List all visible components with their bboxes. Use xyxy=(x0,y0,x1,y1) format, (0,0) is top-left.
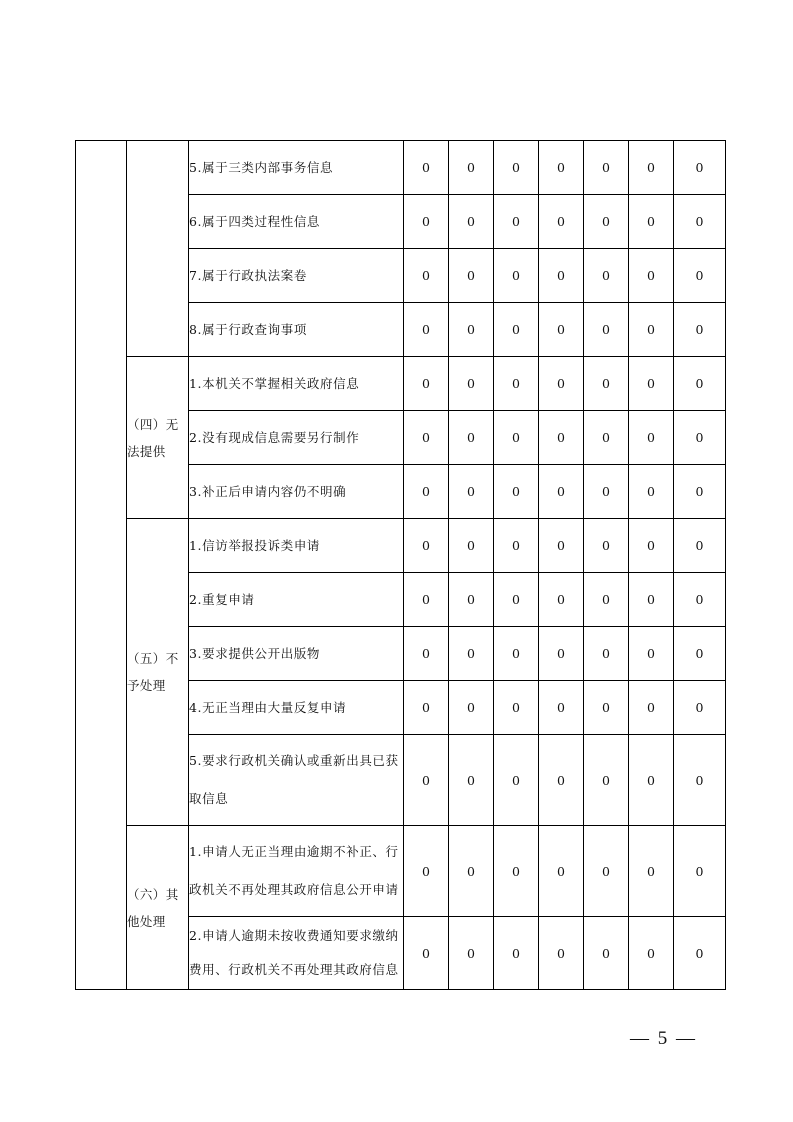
value-cell: 0 xyxy=(539,826,584,917)
value-cell: 0 xyxy=(449,519,494,573)
item-label: 1.信访举报投诉类申请 xyxy=(189,519,404,573)
value-cell: 0 xyxy=(584,357,629,411)
value-cell: 0 xyxy=(494,141,539,195)
value-cell: 0 xyxy=(404,917,449,990)
item-label xyxy=(189,826,404,917)
value-cell: 0 xyxy=(494,917,539,990)
value-cell: 0 xyxy=(674,411,726,465)
value-cell: 0 xyxy=(629,627,674,681)
value-cell: 0 xyxy=(449,735,494,826)
value-cell: 0 xyxy=(584,681,629,735)
value-cell: 0 xyxy=(539,141,584,195)
value-cell: 0 xyxy=(404,465,449,519)
value-cell: 0 xyxy=(629,357,674,411)
value-cell: 0 xyxy=(494,627,539,681)
value-cell: 0 xyxy=(494,826,539,917)
value-cell: 0 xyxy=(629,465,674,519)
value-cell: 0 xyxy=(674,826,726,917)
value-cell: 0 xyxy=(674,249,726,303)
data-table xyxy=(75,140,726,990)
item-label: 2.没有现成信息需要另行制作 xyxy=(189,411,404,465)
value-cell: 0 xyxy=(449,627,494,681)
value-cell: 0 xyxy=(674,519,726,573)
item-label: 3.补正后申请内容仍不明确 xyxy=(189,465,404,519)
value-cell: 0 xyxy=(629,195,674,249)
value-cell: 0 xyxy=(674,917,726,990)
value-cell: 0 xyxy=(674,465,726,519)
value-cell: 0 xyxy=(674,195,726,249)
item-label: 7.属于行政执法案卷 xyxy=(189,249,404,303)
value-cell: 0 xyxy=(494,681,539,735)
value-cell: 0 xyxy=(584,411,629,465)
item-label-line1: 5.要求行政机关确认或重新出具已获 xyxy=(189,753,399,768)
value-cell: 0 xyxy=(584,917,629,990)
value-cell: 0 xyxy=(539,303,584,357)
value-cell: 0 xyxy=(629,681,674,735)
value-cell: 0 xyxy=(584,141,629,195)
value-cell: 0 xyxy=(674,735,726,826)
value-cell: 0 xyxy=(584,573,629,627)
outer-category-cell xyxy=(76,141,127,990)
item-label-line2: 政机关不再处理其政府信息公开申请 xyxy=(189,882,399,897)
item-label: 5.属于三类内部事务信息 xyxy=(189,141,404,195)
category-other-processing: （六）其他处理 xyxy=(127,826,189,990)
item-label-line1: 1.申请人无正当理由逾期不补正、行 xyxy=(189,844,399,859)
value-cell: 0 xyxy=(404,573,449,627)
value-cell: 0 xyxy=(629,826,674,917)
value-cell: 0 xyxy=(539,573,584,627)
prior-category-cell xyxy=(127,141,189,357)
value-cell: 0 xyxy=(404,627,449,681)
value-cell: 0 xyxy=(404,195,449,249)
value-cell: 0 xyxy=(539,735,584,826)
value-cell: 0 xyxy=(539,627,584,681)
value-cell: 0 xyxy=(539,465,584,519)
value-cell: 0 xyxy=(584,465,629,519)
value-cell: 0 xyxy=(629,249,674,303)
value-cell: 0 xyxy=(449,249,494,303)
item-label-line2: 费用、行政机关不再处理其政府信息 xyxy=(189,962,399,977)
value-cell: 0 xyxy=(584,195,629,249)
value-cell: 0 xyxy=(539,249,584,303)
value-cell: 0 xyxy=(404,303,449,357)
value-cell: 0 xyxy=(674,357,726,411)
item-label: 3.要求提供公开出版物 xyxy=(189,627,404,681)
value-cell: 0 xyxy=(539,681,584,735)
value-cell: 0 xyxy=(584,735,629,826)
table-row xyxy=(76,357,726,411)
value-cell: 0 xyxy=(584,249,629,303)
value-cell: 0 xyxy=(449,303,494,357)
value-cell: 0 xyxy=(629,411,674,465)
value-cell: 0 xyxy=(539,519,584,573)
value-cell: 0 xyxy=(494,573,539,627)
value-cell: 0 xyxy=(494,735,539,826)
value-cell: 0 xyxy=(674,681,726,735)
item-label: 8.属于行政查询事项 xyxy=(189,303,404,357)
table-row xyxy=(76,141,726,195)
value-cell: 0 xyxy=(494,195,539,249)
item-label: 6.属于四类过程性信息 xyxy=(189,195,404,249)
value-cell: 0 xyxy=(539,195,584,249)
value-cell: 0 xyxy=(494,357,539,411)
value-cell: 0 xyxy=(449,917,494,990)
value-cell: 0 xyxy=(584,627,629,681)
value-cell: 0 xyxy=(449,357,494,411)
page-number: — 5 — xyxy=(630,1028,697,1049)
value-cell: 0 xyxy=(404,681,449,735)
value-cell: 0 xyxy=(404,141,449,195)
value-cell: 0 xyxy=(404,411,449,465)
value-cell: 0 xyxy=(674,627,726,681)
value-cell: 0 xyxy=(449,681,494,735)
value-cell: 0 xyxy=(674,303,726,357)
category-not-processed: （五）不予处理 xyxy=(127,519,189,826)
value-cell: 0 xyxy=(494,411,539,465)
value-cell: 0 xyxy=(539,917,584,990)
item-label xyxy=(189,917,404,990)
value-cell: 0 xyxy=(404,826,449,917)
category-cannot-provide: （四）无法提供 xyxy=(127,357,189,519)
value-cell: 0 xyxy=(404,519,449,573)
value-cell: 0 xyxy=(629,519,674,573)
value-cell: 0 xyxy=(584,519,629,573)
value-cell: 0 xyxy=(449,465,494,519)
value-cell: 0 xyxy=(494,303,539,357)
value-cell: 0 xyxy=(449,195,494,249)
value-cell: 0 xyxy=(449,411,494,465)
value-cell: 0 xyxy=(449,573,494,627)
table-row xyxy=(76,519,726,573)
value-cell: 0 xyxy=(494,519,539,573)
item-label-line1: 2.申请人逾期未按收费通知要求缴纳 xyxy=(189,928,399,943)
value-cell: 0 xyxy=(449,141,494,195)
value-cell: 0 xyxy=(404,357,449,411)
item-label xyxy=(189,735,404,826)
item-label: 4.无正当理由大量反复申请 xyxy=(189,681,404,735)
value-cell: 0 xyxy=(629,917,674,990)
value-cell: 0 xyxy=(674,141,726,195)
item-label: 2.重复申请 xyxy=(189,573,404,627)
item-label-line2: 取信息 xyxy=(189,791,229,806)
value-cell: 0 xyxy=(674,573,726,627)
value-cell: 0 xyxy=(584,826,629,917)
value-cell: 0 xyxy=(494,249,539,303)
value-cell: 0 xyxy=(629,573,674,627)
table-row xyxy=(76,826,726,917)
value-cell: 0 xyxy=(629,303,674,357)
value-cell: 0 xyxy=(494,465,539,519)
value-cell: 0 xyxy=(629,735,674,826)
item-label: 1.本机关不掌握相关政府信息 xyxy=(189,357,404,411)
value-cell: 0 xyxy=(539,357,584,411)
value-cell: 0 xyxy=(584,303,629,357)
value-cell: 0 xyxy=(404,249,449,303)
value-cell: 0 xyxy=(404,735,449,826)
value-cell: 0 xyxy=(629,141,674,195)
value-cell: 0 xyxy=(449,826,494,917)
value-cell: 0 xyxy=(539,411,584,465)
